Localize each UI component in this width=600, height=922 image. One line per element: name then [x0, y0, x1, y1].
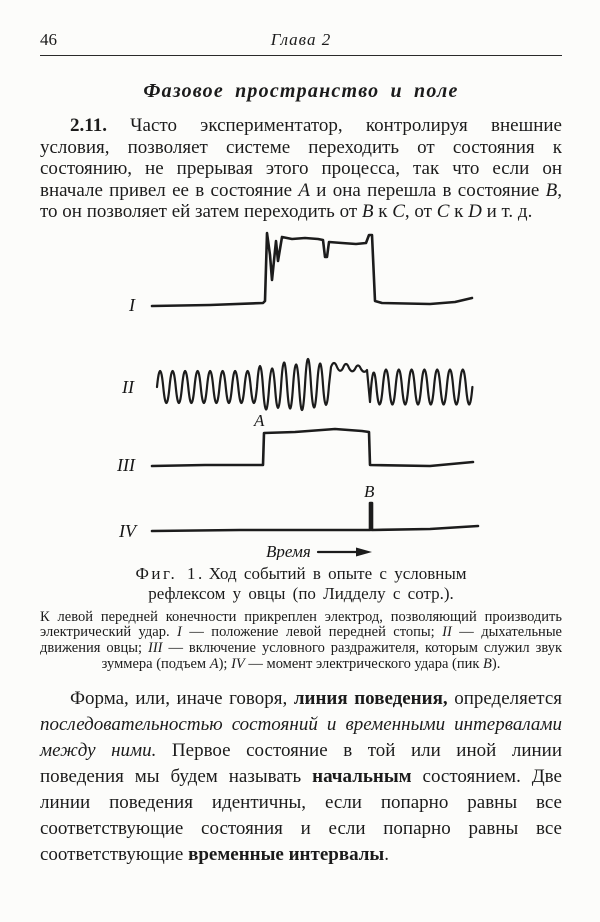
paragraph-form — [40, 686, 562, 868]
point-b-label: B — [364, 481, 375, 501]
run: C — [436, 201, 450, 222]
run: — дыхательные движения овцы; — [40, 624, 562, 657]
figure-caption — [125, 564, 477, 604]
trace1-curve — [152, 233, 472, 306]
run: III — [147, 640, 163, 657]
run: D — [468, 201, 482, 222]
trace4-curve — [152, 503, 478, 531]
trace3-label: III — [117, 454, 135, 475]
run: временные интервалы — [188, 843, 385, 865]
run: — включение условного раздражителя, которым служил звук зуммера (подъем — [101, 640, 562, 672]
run: B — [361, 201, 374, 222]
figure-1 — [40, 225, 562, 560]
run: и т. д. — [481, 201, 533, 222]
run: IV — [231, 655, 245, 672]
run: последовательностью состояний и временными интервалами между ними. — [40, 713, 562, 761]
run: Форма, или, иначе говоря, — [70, 687, 294, 709]
paragraph-2-11 — [40, 115, 562, 223]
run: ). — [491, 655, 501, 672]
section-title: Фазовое пространство и поле — [143, 80, 459, 102]
figure-note — [40, 610, 562, 673]
run: Первое состояние в той или иной линии поведения мы будем называть — [40, 739, 562, 787]
run: . — [384, 843, 390, 865]
run: к — [449, 201, 469, 222]
run: II — [442, 624, 452, 641]
run: , то он позволяет ей затем переходить от — [40, 179, 562, 222]
run: A — [209, 655, 219, 672]
page-number: 46 — [40, 30, 57, 49]
time-axis-label: Время — [266, 541, 311, 560]
running-header — [40, 30, 562, 52]
run: B — [483, 655, 492, 672]
run: B — [545, 179, 558, 201]
run: определяется — [447, 687, 563, 709]
chapter-header: Глава 2 — [270, 30, 332, 49]
run: , от — [404, 201, 437, 222]
header-rule — [40, 55, 562, 56]
run: состоянием. Две линии поведения идентичны, если попарно равны все соответствующие состояния и если попарно равны все соответствующие — [40, 765, 562, 865]
run: — положение левой передней стопы; — [181, 624, 443, 641]
run: К левой передней конечности прикреплен электрод, позволяющий производить электрический удар. — [40, 608, 562, 641]
run: ); — [218, 655, 232, 672]
run: начальным — [312, 765, 412, 787]
trace2-label: II — [122, 376, 134, 397]
time-arrow-head — [356, 547, 372, 556]
trace1-label: I — [129, 294, 135, 315]
run: I — [177, 624, 182, 641]
run: и она перешла в состояние — [309, 179, 546, 201]
point-a-label: A — [254, 410, 265, 430]
trace3-curve — [152, 429, 473, 466]
oscillogram-figure — [95, 225, 570, 560]
run: C — [392, 201, 405, 222]
run: 2.11. — [70, 115, 107, 136]
run: A — [298, 179, 310, 201]
figure-number: Фиг. 1. — [135, 563, 205, 583]
trace2-curve — [157, 359, 472, 410]
run: Часто экспериментатор, контролируя внешние условия, позволяет системе переходить от состояния к состоянию, не прерывая этого процесса, так что если он вначале привел ее в состояние — [40, 115, 562, 201]
run: к — [373, 201, 393, 222]
trace4-label: IV — [119, 520, 136, 541]
run: — момент электрического удара (пик — [244, 655, 484, 672]
run: линия поведения, — [293, 687, 448, 709]
figure-caption-text: Ход событий в опыте с условным рефлексом у овцы (по Лидделу с сотр.). — [148, 563, 467, 603]
